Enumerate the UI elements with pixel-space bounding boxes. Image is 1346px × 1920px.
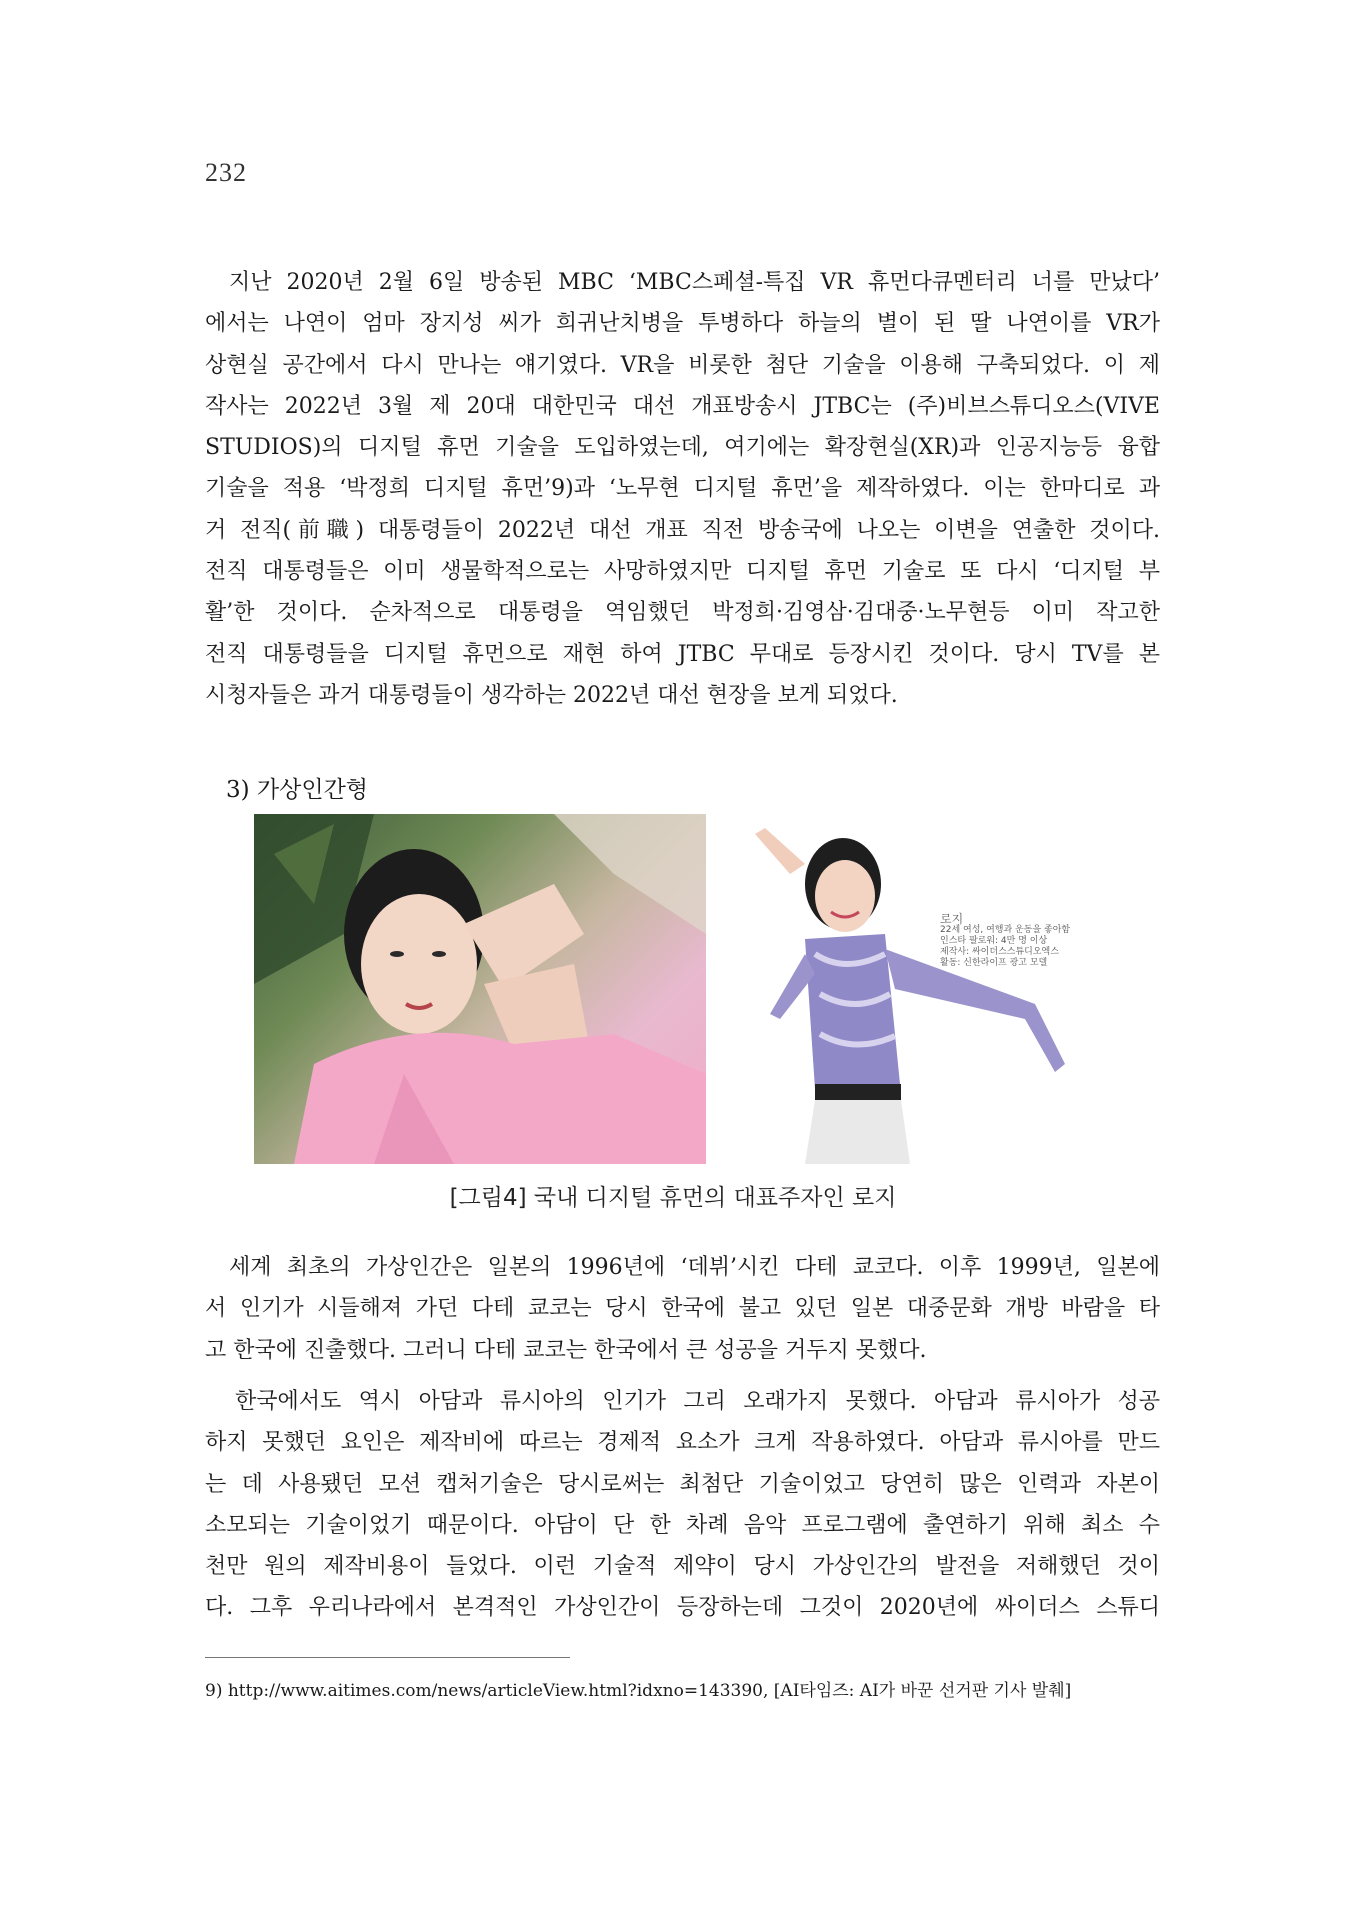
paragraph-1-line: 시청자들은 과거 대통령들이 생각하는 2022년 대선 현장을 보게 되었다. <box>205 682 898 708</box>
figure-info-line: 인스타 팔로워: 4만 명 이상 <box>940 936 1048 946</box>
figure-info-title: 로지 <box>940 912 964 926</box>
paragraph-1-line: 전직 대통령들을 디지털 휴먼으로 재현 하여 JTBC 무대로 등장시킨 것이다. 당시 TV를 본 <box>205 641 1160 667</box>
paragraph-3-line: 는 데 사용됐던 모션 캡처기술은 당시로써는 최첨단 기술이었고 당연히 많은 인력과 자본이 <box>205 1471 1160 1497</box>
paragraph-1-line: 지난 2020년 2월 6일 방송된 MBC ‘MBC스페셜-특집 VR 휴먼다큐멘터리 너를 만났다’ <box>229 270 1160 295</box>
paragraph-3 <box>205 1381 1160 1629</box>
paragraph-3-line: 다. 그후 우리나라에서 본격적인 가상인간이 등장하는데 그것이 2020년에 싸이더스 스튜디 <box>205 1595 1160 1621</box>
footnote: 9) http://www.aitimes.com/news/articleView.html?idxno=143390, [AI타임즈: AI가 바꾼 선거판 기사 발췌] <box>205 1681 1072 1701</box>
paragraph-2 <box>205 1247 1160 1371</box>
paragraph-1-line: 기술을 적용 ‘박정희 디지털 휴먼’9)과 ‘노무현 디지털 휴먼’을 제작하였다. 이는 한마디로 과 <box>205 476 1160 502</box>
figure-photo-left <box>254 814 706 1164</box>
paragraph-1 <box>205 262 1160 716</box>
paragraph-1-line: 상현실 공간에서 다시 만나는 얘기였다. VR을 비롯한 첨단 기술을 이용해 구축되었다. 이 제 <box>205 352 1160 378</box>
paragraph-3-line: 한국에서도 역시 아담과 류시아의 인기가 그리 오래가지 못했다. 아담과 류시아가 성공 <box>235 1389 1160 1414</box>
figure-caption: [그림4] 국내 디지털 휴먼의 대표주자인 로지 <box>449 1185 897 1211</box>
portrait-illustration-right <box>735 814 1165 1164</box>
paragraph-2-line: 세계 최초의 가상인간은 일본의 1996년에 ‘데뷔’시킨 다테 쿄코다. 이후 1999년, 일본에 <box>229 1255 1160 1280</box>
page-number: 232 <box>205 158 247 187</box>
paragraph-1-line: 거 전직(前職) 대통령들이 2022년 대선 개표 직전 방송국에 나오는 이변을 연출한 것이다. <box>205 517 1160 543</box>
figure-info-line: 제작사: 싸이더스스튜디오엑스 <box>940 947 1059 957</box>
paragraph-2-line: 고 한국에 진출했다. 그러니 다테 쿄코는 한국에서 큰 성공을 거두지 못했다. <box>205 1337 927 1363</box>
section-heading: 3) 가상인간형 <box>226 777 369 803</box>
paragraph-3-line: 천만 원의 제작비용이 들었다. 이런 기술적 제약이 당시 가상인간의 발전을 저해했던 것이 <box>205 1554 1160 1580</box>
paragraph-1-line: STUDIOS)의 디지털 휴먼 기술을 도입하였는데, 여기에는 확장현실(XR)과 인공지능등 융합 <box>205 435 1160 461</box>
footnote-divider <box>205 1657 570 1658</box>
paragraph-1-line: 에서는 나연이 엄마 장지성 씨가 희귀난치병을 투병하다 하늘의 별이 된 딸 나연이를 VR가 <box>205 311 1160 337</box>
paragraph-1-line: 전직 대통령들은 이미 생물학적으로는 사망하였지만 디지털 휴먼 기술로 또 다시 ‘디지털 부 <box>205 559 1160 585</box>
paragraph-1-line: 활’한 것이다. 순차적으로 대통령을 역임했던 박정희·김영삼·김대중·노무현등 이미 작고한 <box>205 600 1160 626</box>
figure-info-inset <box>940 914 1070 969</box>
portrait-illustration-left <box>254 814 706 1164</box>
paragraph-2-line: 서 인기가 시들해져 가던 다테 쿄코는 당시 한국에 불고 있던 일본 대중문화 개방 바람을 타 <box>205 1296 1160 1322</box>
paragraph-3-line: 소모되는 기술이었기 때문이다. 아담이 단 한 차례 음악 프로그램에 출연하기 위해 최소 수 <box>205 1512 1160 1538</box>
paragraph-3-line: 하지 못했던 요인은 제작비에 따르는 경제적 요소가 크게 작용하였다. 아담과 류시아를 만드 <box>205 1430 1160 1456</box>
figure-photo-right <box>735 814 1165 1164</box>
figure-info-line: 22세 여성, 여행과 운동을 좋아함 <box>940 925 1071 935</box>
figure-info-line: 활동: 신한라이프 광고 모델 <box>940 958 1048 968</box>
paragraph-1-line: 작사는 2022년 3월 제 20대 대한민국 대선 개표방송시 JTBC는 (주)비브스튜디오스(VIVE <box>205 393 1160 419</box>
